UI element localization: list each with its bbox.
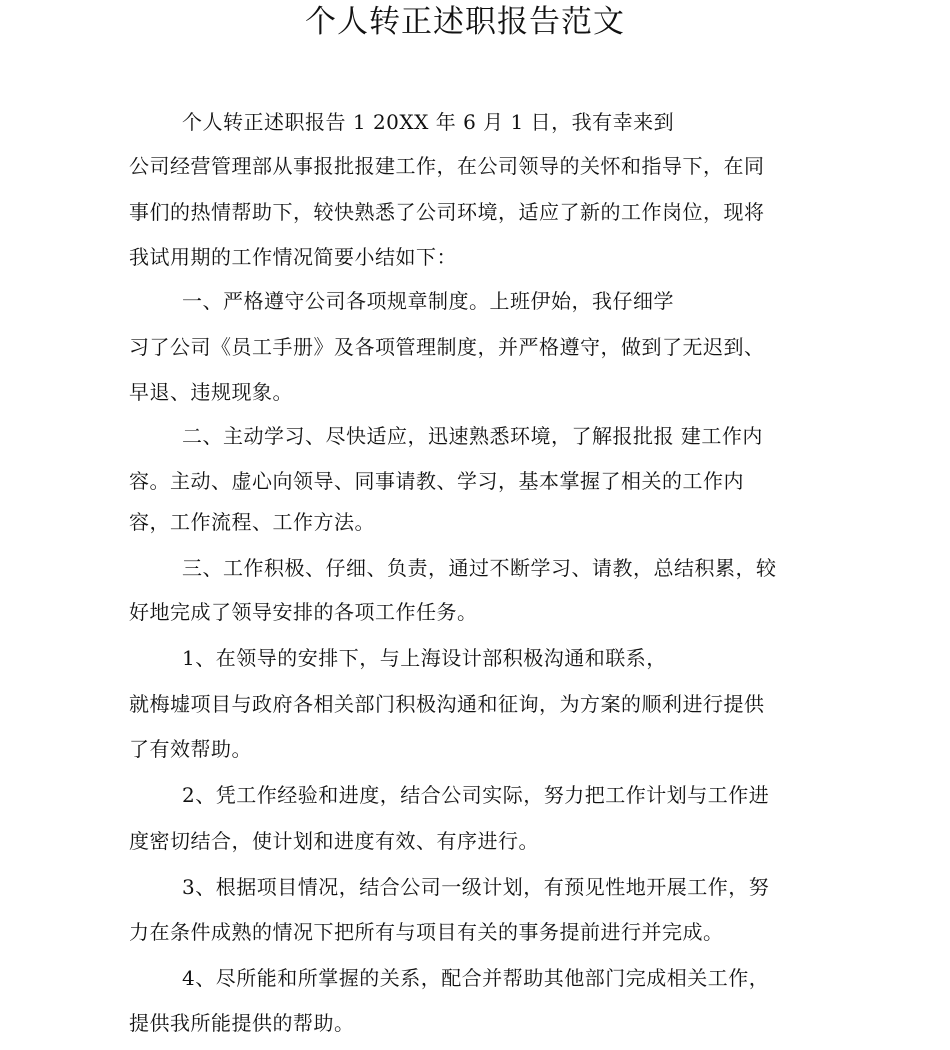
paragraph-line: 事们的热情帮助下，较快熟悉了公司环境，适应了新的工作岗位，现将	[129, 200, 765, 224]
paragraph-line: 三、工作积极、仔细、负责，通过不断学习、请教，总结积累，较	[182, 556, 777, 580]
paragraph-line: 力在条件成熟的情况下把所有与项目有关的事务提前进行并完成。	[129, 920, 724, 944]
paragraph-line: 4、尽所能和所掌握的关系，配合并帮助其他部门完成相关工作，	[182, 966, 770, 990]
paragraph-line: 早退、违规现象。	[129, 380, 293, 404]
paragraph-line: 习了公司《员工手册》及各项管理制度，并严格遵守，做到了无迟到、	[129, 335, 765, 359]
paragraph-line: 我试用期的工作情况简要小结如下：	[129, 245, 457, 269]
paragraph-line: 度密切结合，使计划和进度有效、有序进行。	[129, 829, 539, 853]
paragraph-line: 1、在领导的安排下，与上海设计部积极沟通和联系，	[182, 646, 667, 670]
paragraph-line: 就梅墟项目与政府各相关部门积极沟通和征询，为方案的顺利进行提供	[129, 692, 765, 716]
paragraph-line: 提供我所能提供的帮助。	[129, 1011, 355, 1035]
paragraph-line: 一、严格遵守公司各项规章制度。上班伊始，我仔细学	[182, 289, 674, 313]
paragraph-line: 好地完成了领导安排的各项工作任务。	[129, 600, 478, 624]
paragraph-line: 二、主动学习、尽快适应，迅速熟悉环境，了解报批报 建工作内	[182, 424, 763, 448]
paragraph-line: 了有效帮助。	[129, 737, 252, 761]
paragraph-line: 容。主动、虚心向领导、同事请教、学习，基本掌握了相关的工作内	[129, 469, 744, 493]
document-title: 个人转正述职报告范文	[305, 4, 625, 40]
paragraph-line: 2、凭工作经验和进度，结合公司实际，努力把工作计划与工作进	[182, 783, 770, 807]
paragraph-line: 3、根据项目情况，结合公司一级计划，有预见性地开展工作，努	[182, 875, 770, 899]
paragraph-line: 公司经营管理部从事报批报建工作，在公司领导的关怀和指导下，在同	[129, 154, 765, 178]
paragraph-line: 容，工作流程、工作方法。	[129, 510, 375, 534]
paragraph-line: 个人转正述职报告 1 20XX 年 6 月 1 日，我有幸来到	[182, 110, 675, 134]
